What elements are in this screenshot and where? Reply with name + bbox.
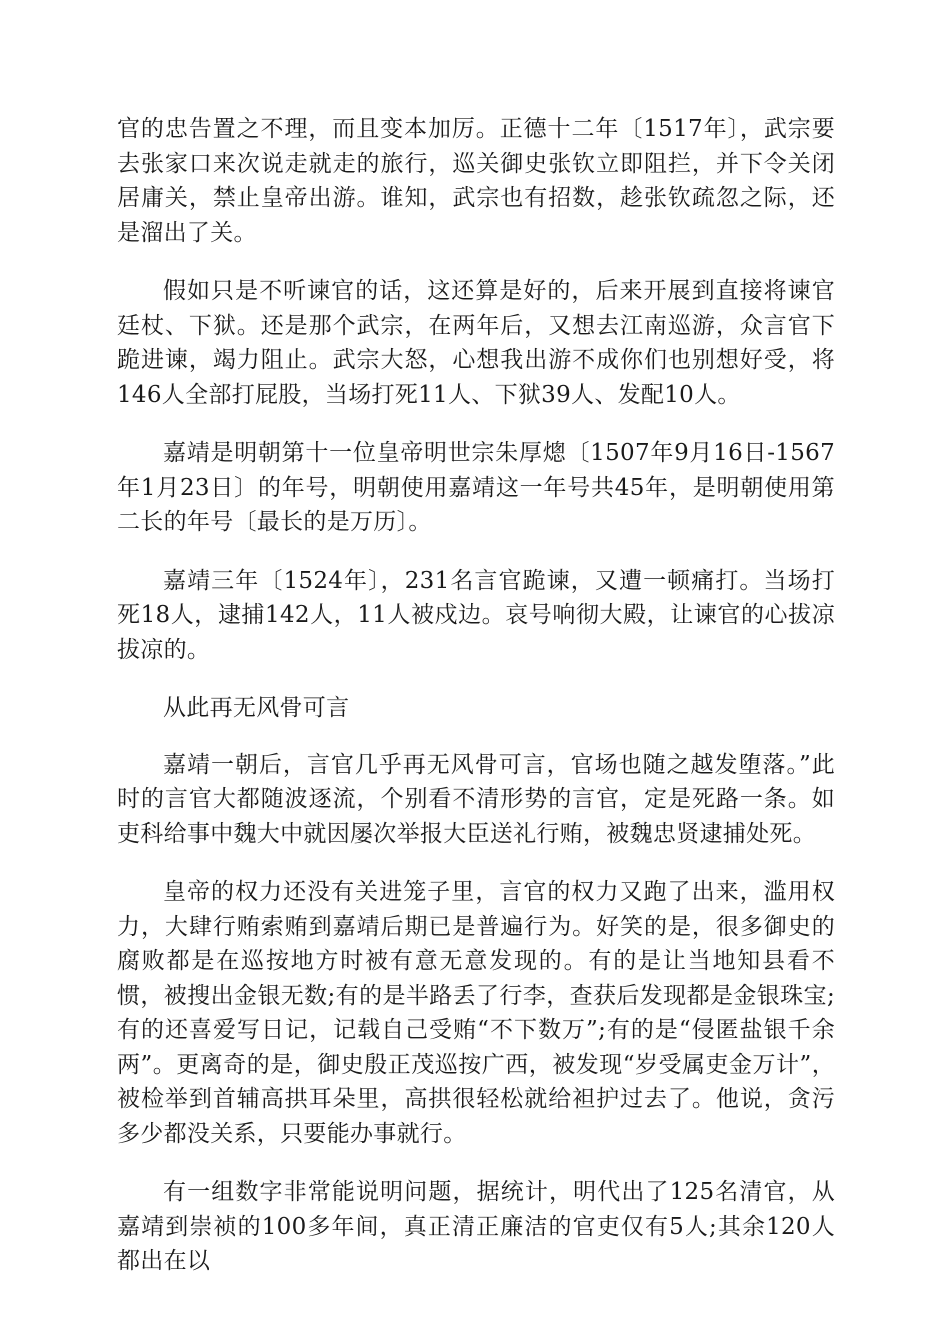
paragraph-7: 有一组数字非常能说明问题，据统计，明代出了125名清官，从嘉靖到崇祯的100多年间，真正清正廉洁的官吏仅有5人;其余120人都出在以: [117, 1179, 835, 1274]
paragraph-1: 官的忠告置之不理，而且变本加厉。正德十二年〔1517年〕，武宗要去张家口来次说走就走的旅行，巡关御史张钦立即阻拦，并下令关闭居庸关，禁止皇帝出游。谁知，武宗也有招数，趁张钦疏忽之际，还是溜出了关。: [117, 116, 835, 246]
paragraph-4: 嘉靖三年〔1524年〕，231名言官跪谏，又遭一顿痛打。当场打死18人，逮捕142人，11人被戍边。哀号响彻大殿，让谏官的心拔凉拔凉的。: [117, 567, 835, 663]
document-body: [117, 112, 835, 1279]
paragraph-3: 嘉靖是明朝第十一位皇帝明世宗朱厚熜〔1507年9月16日-1567年1月23日〕的年号，明朝使用嘉靖这一年号共45年，是明朝使用第二长的年号〔最长的是万历〕。: [117, 440, 835, 535]
paragraph-6: 皇帝的权力还没有关进笼子里，言官的权力又跑了出来，滥用权力，大肆行贿索贿到嘉靖后期已是普遍行为。好笑的是，很多御史的腐败都是在巡按地方时被有意无意发现的。有的是让当地知县看不惯，被搜出金银无数;有的是半路丢了行李，查获后发现都是金银珠宝;有的还喜爱写日记，记载自己受贿“不下数万”;有的是“侵匿盐银千余两”。更离奇的是，御史殷正茂巡按广西，被发现“岁受属吏金万计”，被检举到首辅高拱耳朵里，高拱很轻松就给袒护过去了。他说，贪污多少都没关系，只要能办事就行。: [117, 879, 835, 1147]
section-heading: 从此再无风骨可言: [163, 695, 350, 721]
paragraph-2: 假如只是不听谏官的话，这还算是好的，后来开展到直接将谏官廷杖、下狱。还是那个武宗，在两年后，又想去江南巡游，众言官下跪进谏，竭力阻止。武宗大怒，心想我出游不成你们也别想好受，将146人全部打屁股，当场打死11人、下狱39人、发配10人。: [117, 278, 835, 408]
paragraph-5: 嘉靖一朝后，言官几乎再无风骨可言，官场也随之越发堕落。”此时的言官大都随波逐流，个别看不清形势的言官，定是死路一条。如吏科给事中魏大中就因屡次举报大臣送礼行贿，被魏忠贤逮捕处死。: [117, 751, 835, 847]
